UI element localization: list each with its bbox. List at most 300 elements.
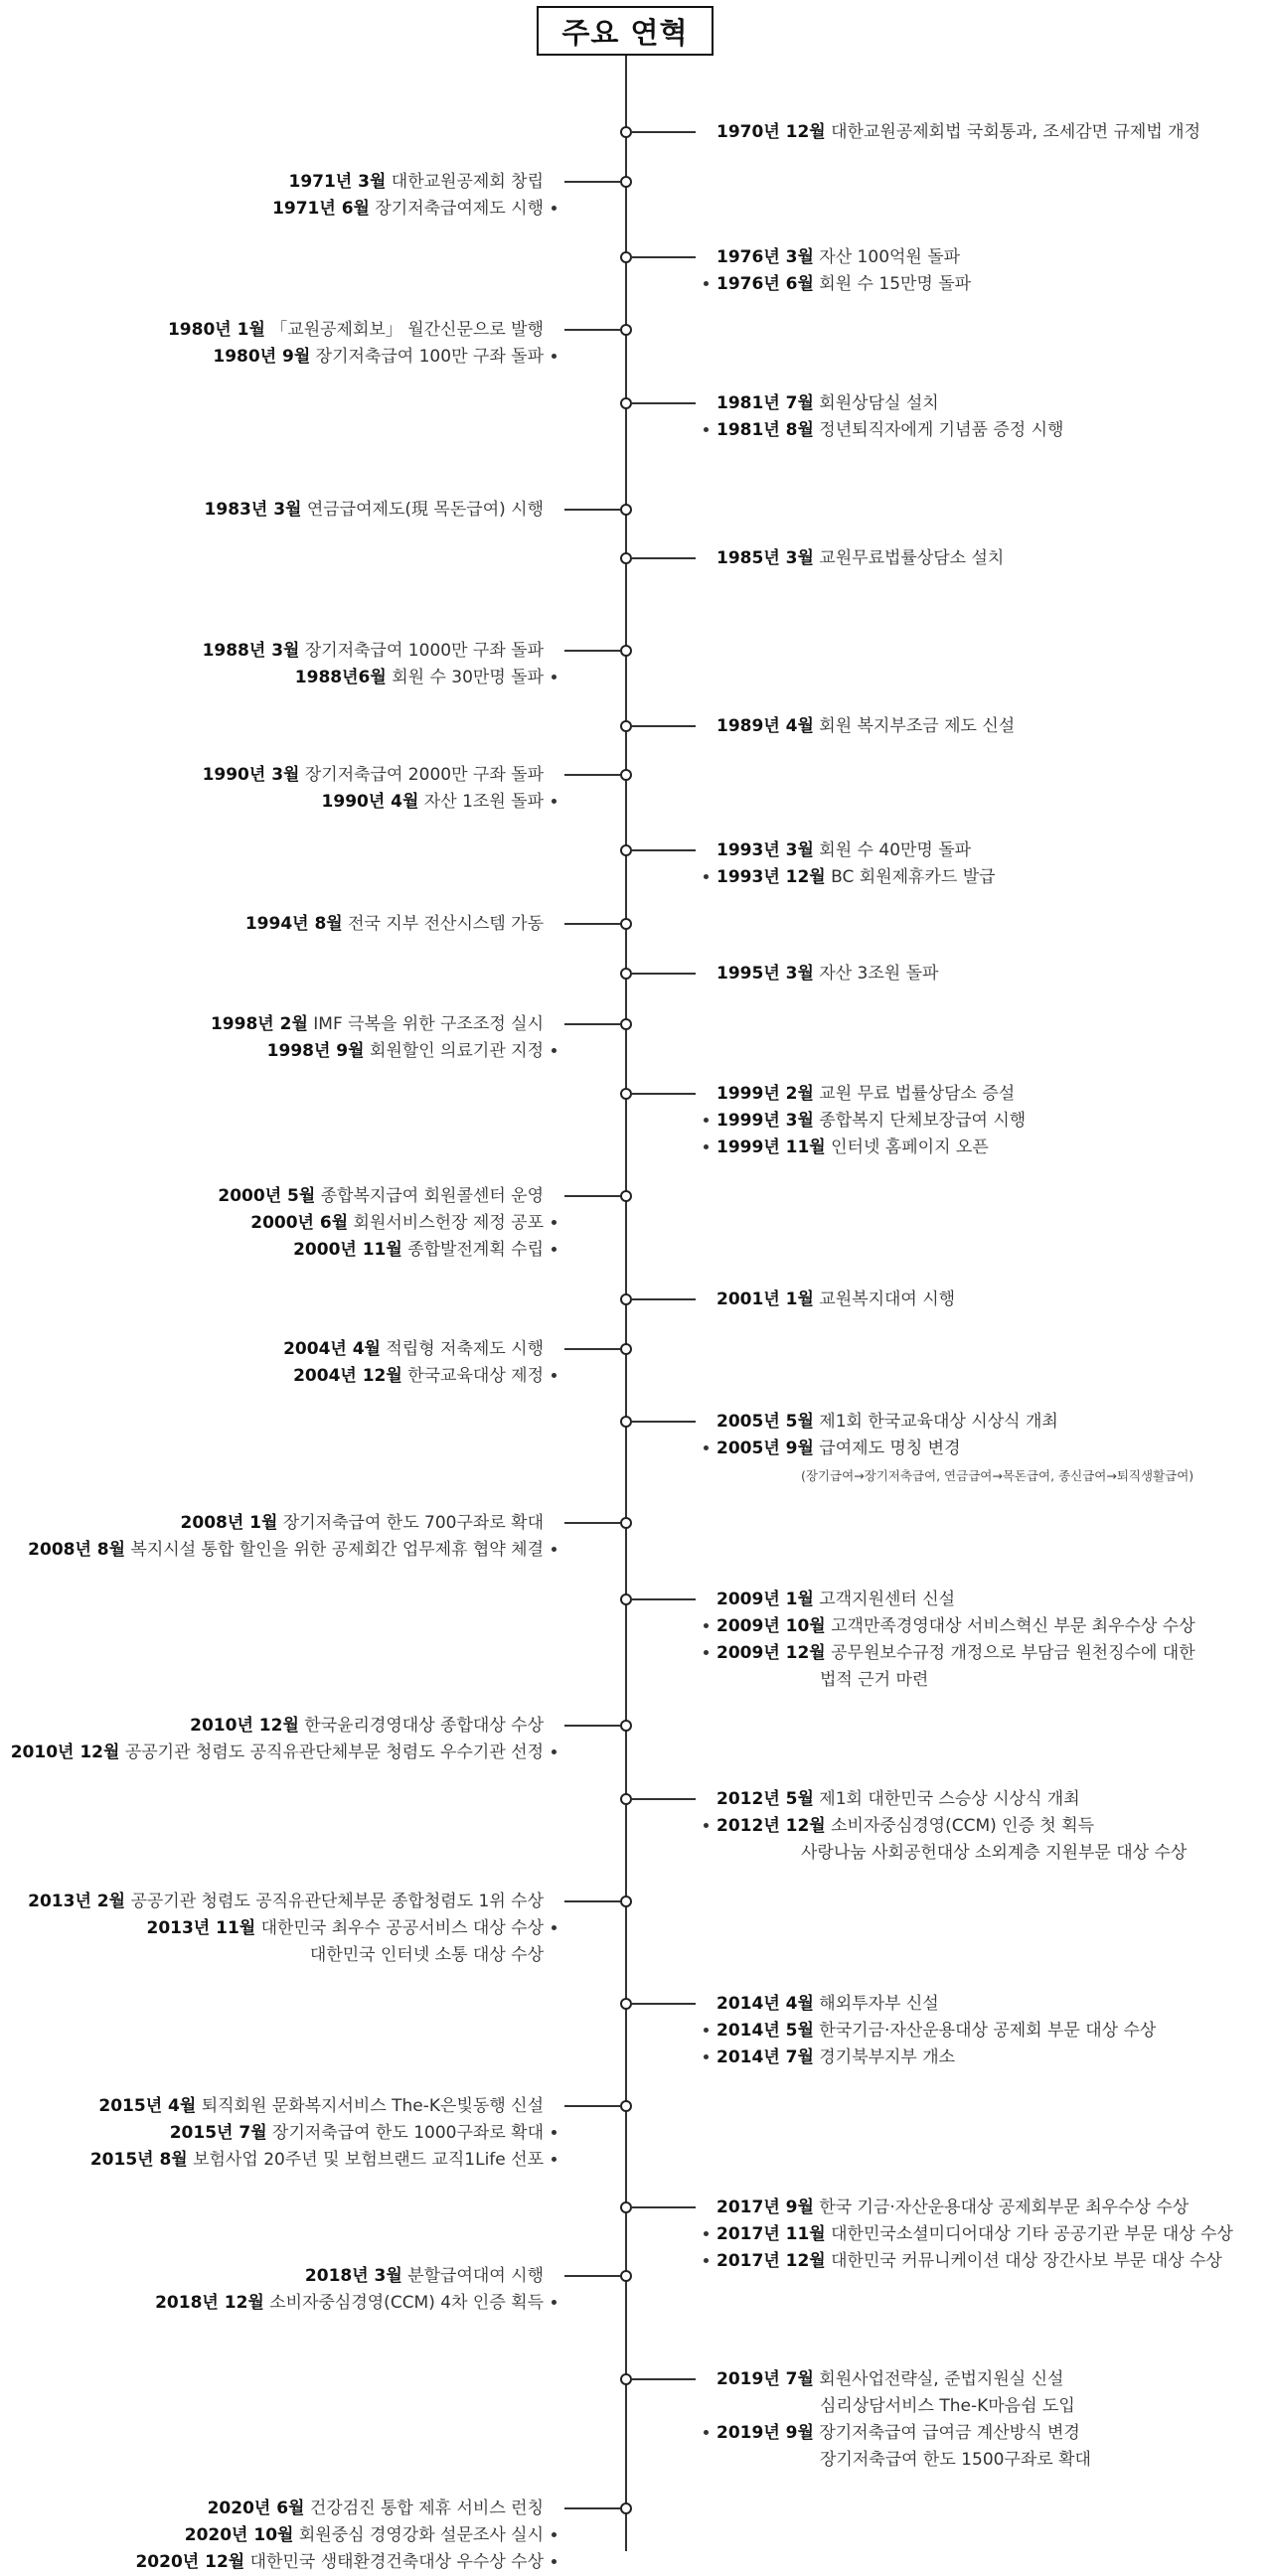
timeline-node: [620, 1018, 632, 1030]
timeline-entry: [696, 837, 1272, 891]
event-date: 1989년 4월: [716, 715, 814, 736]
timeline-connector: [632, 1798, 696, 1800]
event-date: 1995년 3월: [716, 963, 814, 984]
event-date: 2019년 7월: [716, 2368, 814, 2389]
timeline-event: [696, 1135, 1272, 1161]
timeline-node: [620, 1190, 632, 1202]
timeline-event: [0, 497, 564, 524]
timeline-entry: [0, 1336, 564, 1390]
timeline-event: [0, 1915, 564, 1942]
event-text: 자산 3조원 돌파: [813, 963, 939, 984]
timeline-event: [0, 1713, 564, 1740]
event-date: 1999년 3월: [716, 1110, 814, 1131]
timeline-connector: [632, 557, 696, 559]
timeline-entry: [696, 119, 1272, 146]
event-text: 소비자중심경영(CCM) 4차 인증 획득: [263, 2292, 544, 2313]
bullet-dot: [704, 1144, 709, 1149]
event-text: 교원 무료 법률상담소 증설: [813, 1083, 1016, 1104]
timeline-connector: [632, 973, 696, 975]
event-text: 건강검진 통합 제휴 서비스 런칭: [304, 2498, 544, 2518]
timeline-node: [620, 844, 632, 856]
timeline-event: [696, 1840, 1272, 1867]
timeline-node: [620, 504, 632, 516]
timeline-event: [696, 417, 1272, 444]
timeline-event: [696, 1813, 1272, 1840]
event-date: 2020년 6월: [207, 2498, 305, 2518]
timeline-entry: [696, 545, 1272, 572]
timeline-entry: [0, 638, 564, 691]
timeline-event: [0, 1210, 564, 1237]
timeline-event: [0, 665, 564, 691]
event-date: 1988년 3월: [202, 640, 300, 661]
event-text-continuation: 장기저축급여 한도 1500구좌로 확대: [820, 2449, 1091, 2470]
event-text: 자산 100억원 돌파: [813, 246, 961, 267]
timeline-event: [0, 2549, 564, 2576]
timeline-entry: [696, 244, 1272, 298]
timeline-node: [620, 1593, 632, 1605]
event-date: 1981년 7월: [716, 392, 814, 413]
event-date: 2004년 12월: [293, 1365, 402, 1386]
timeline-event: [696, 2393, 1272, 2420]
event-date: 1985년 3월: [716, 547, 814, 568]
bullet-dot: [704, 874, 709, 879]
timeline-entry: [0, 1011, 564, 1065]
event-text: 한국기금·자산운용대상 공제회 부문 대상 수상: [813, 2020, 1157, 2041]
timeline-entry: [696, 1287, 1272, 1313]
event-text: 한국교육대상 제정: [401, 1365, 544, 1386]
timeline-connector: [564, 1195, 620, 1197]
event-date: 2012년 5월: [716, 1788, 814, 1809]
event-text: 자산 1조원 돌파: [418, 791, 544, 812]
event-date: 2015년 7월: [169, 2122, 267, 2143]
event-text: 퇴직회원 문화복지서비스 The-K은빛동행 신설: [196, 2095, 544, 2116]
event-date: 2009년 1월: [716, 1589, 814, 1609]
timeline-event: [696, 1991, 1272, 2018]
timeline-connector: [564, 2507, 620, 2509]
timeline-node: [620, 126, 632, 138]
event-text: 보험사업 20주년 및 보험브랜드 교직1Life 선포: [187, 2149, 544, 2170]
timeline-entry: [696, 1081, 1272, 1161]
timeline-event: [0, 1237, 564, 1264]
event-text: 소비자중심경영(CCM) 인증 첫 획득: [825, 1815, 1095, 1836]
timeline-event: [696, 1587, 1272, 1613]
event-date: 2013년 11월: [146, 1917, 256, 1938]
bullet-dot: [552, 1247, 556, 1252]
timeline-event: [696, 2195, 1272, 2221]
event-text: 회원서비스헌장 제정 공포: [348, 1212, 544, 1233]
timeline-connector: [632, 725, 696, 727]
event-text: 대한교원공제회 창립: [386, 171, 544, 192]
event-date: 1993년 12월: [716, 866, 826, 887]
event-date: 1971년 6월: [272, 198, 370, 219]
timeline-entry: [0, 169, 564, 223]
bullet-dot: [552, 1048, 556, 1053]
timeline-event: [0, 196, 564, 223]
event-note: (장기급여→장기저축급여, 연금급여→목돈급여, 종신급여→퇴직생활급여): [801, 1467, 1194, 1483]
timeline-connector: [632, 2378, 696, 2380]
bullet-dot: [704, 1118, 709, 1123]
event-date: 1990년 4월: [321, 791, 419, 812]
event-date: 1983년 3월: [204, 499, 302, 520]
event-date: 2017년 11월: [716, 2223, 826, 2244]
timeline-connector: [564, 1348, 620, 1350]
timeline-event: [0, 2263, 564, 2290]
event-text: 장기저축급여 1000만 구좌 돌파: [299, 640, 544, 661]
timeline-connector: [564, 181, 620, 183]
bullet-dot: [704, 2258, 709, 2263]
timeline-node: [620, 645, 632, 657]
event-text: 회원 수 40만명 돌파: [813, 839, 972, 860]
timeline-connector: [632, 1093, 696, 1095]
timeline-node: [620, 2502, 632, 2514]
timeline-event: [696, 2045, 1272, 2071]
timeline-event: [696, 2248, 1272, 2275]
event-text: 공공기관 청렴도 공직유관단체부문 종합청렴도 1위 수상: [125, 1891, 544, 1911]
event-text-continuation: 법적 근거 마련: [820, 1669, 929, 1690]
timeline-entry: [0, 497, 564, 524]
timeline-node: [620, 251, 632, 263]
timeline-event: [0, 1038, 564, 1065]
timeline-event: [0, 1363, 564, 1390]
timeline-connector: [632, 256, 696, 258]
bullet-dot: [704, 427, 709, 432]
event-date: 2017년 12월: [716, 2250, 826, 2271]
event-text: 대한민국 커뮤니케이션 대상 장간사보 부문 대상 수상: [825, 2250, 1222, 2271]
timeline-entry: [0, 317, 564, 371]
event-date: 2014년 4월: [716, 1993, 814, 2014]
timeline-connector: [632, 131, 696, 133]
timeline-event: [696, 244, 1272, 271]
event-text: 연금급여제도(現 목돈급여) 시행: [301, 499, 544, 520]
bullet-dot: [704, 2430, 709, 2435]
event-text: 회원할인 의료기관 지정: [364, 1040, 544, 1061]
timeline-event: [696, 1436, 1272, 1462]
event-text: 한국 기금·자산운용대상 공제회부문 최우수상 수상: [813, 2197, 1190, 2217]
timeline-node: [620, 1343, 632, 1355]
timeline-event: [0, 317, 564, 344]
timeline-connector: [564, 2105, 620, 2107]
timeline-node: [620, 2100, 632, 2112]
event-date: 1994년 8월: [244, 913, 343, 934]
timeline-entry: [696, 1991, 1272, 2071]
timeline-connector: [632, 1298, 696, 1300]
event-date: 1990년 3월: [202, 764, 300, 785]
event-text: 교원무료법률상담소 설치: [813, 547, 1005, 568]
timeline-node: [620, 1088, 632, 1100]
event-date: 2000년 6월: [250, 1212, 349, 1233]
timeline-node: [620, 968, 632, 980]
event-date: 2009년 12월: [716, 1642, 826, 1663]
bullet-dot: [552, 799, 556, 804]
event-date: 1981년 8월: [716, 419, 814, 440]
timeline-connector: [632, 1598, 696, 1600]
timeline-event: [0, 911, 564, 938]
timeline-event: [696, 961, 1272, 987]
event-date: 2018년 12월: [155, 2292, 264, 2313]
event-date: 2010년 12월: [10, 1742, 120, 1762]
timeline-event: [0, 1336, 564, 1363]
event-text: 인터넷 홈페이지 오픈: [825, 1136, 989, 1157]
timeline-connector: [564, 923, 620, 925]
bullet-dot: [704, 1623, 709, 1628]
bullet-dot: [552, 2532, 556, 2537]
timeline-node: [620, 2270, 632, 2282]
timeline-node: [620, 324, 632, 336]
event-date: 1993년 3월: [716, 839, 814, 860]
bullet-dot: [704, 281, 709, 286]
timeline-node: [620, 1720, 632, 1732]
event-date: 1980년 9월: [213, 346, 311, 367]
event-text: 회원 수 15만명 돌파: [813, 273, 972, 294]
timeline-event: [0, 638, 564, 665]
event-text: 공공기관 청렴도 공직유관단체부문 청렴도 우수기관 선정: [119, 1742, 544, 1762]
timeline-node: [620, 1416, 632, 1428]
timeline-event: [696, 713, 1272, 740]
timeline-event: [696, 837, 1272, 864]
event-date: 2005년 5월: [716, 1411, 814, 1432]
timeline-node: [620, 1517, 632, 1529]
timeline-node: [620, 2201, 632, 2213]
timeline-event: [696, 1640, 1272, 1667]
event-text-continuation: 사랑나눔 사회공헌대상 소외계층 지원부문 대상 수상: [801, 1842, 1188, 1863]
bullet-dot: [552, 1925, 556, 1930]
event-text: 회원사업전략실, 준법지원실 신설: [813, 2368, 1064, 2389]
timeline-node: [620, 918, 632, 930]
event-text-continuation: 심리상담서비스 The-K마음쉼 도입: [820, 2395, 1075, 2416]
timeline-connector: [564, 1023, 620, 1025]
timeline-entry: [696, 1786, 1272, 1867]
timeline-node: [620, 397, 632, 409]
event-text: 장기저축급여 100만 구좌 돌파: [310, 346, 544, 367]
timeline-event: [0, 1537, 564, 1564]
timeline-event: [696, 864, 1272, 891]
timeline-node: [620, 1793, 632, 1805]
bullet-dot: [704, 2054, 709, 2059]
timeline-event: [0, 1510, 564, 1537]
timeline-connector: [564, 774, 620, 776]
timeline-event: [696, 2420, 1272, 2447]
bullet-dot: [552, 1749, 556, 1754]
timeline-event: [696, 1409, 1272, 1436]
timeline-connector: [632, 1421, 696, 1423]
event-date: 2005년 9월: [716, 1438, 814, 1458]
event-text: 급여제도 명칭 변경: [813, 1438, 961, 1458]
timeline-node: [620, 720, 632, 732]
timeline-node: [620, 1895, 632, 1907]
event-text: 회원 복지부조금 제도 신설: [813, 715, 1016, 736]
timeline-event: [0, 1011, 564, 1038]
timeline-entry: [696, 1409, 1272, 1489]
timeline-event: [696, 2018, 1272, 2045]
timeline-node: [620, 552, 632, 564]
timeline-event: [696, 2221, 1272, 2248]
event-date: 2015년 8월: [89, 2149, 188, 2170]
timeline-event: [0, 2496, 564, 2522]
timeline-connector: [632, 402, 696, 404]
event-text: 공무원보수규정 개정으로 부담금 원천징수에 대한: [825, 1642, 1195, 1663]
timeline-event: [696, 1462, 1272, 1489]
event-date: 2013년 2월: [28, 1891, 126, 1911]
event-date: 1976년 6월: [716, 273, 814, 294]
event-date: 1976년 3월: [716, 246, 814, 267]
bullet-dot: [552, 2157, 556, 2162]
timeline-event: [0, 1889, 564, 1915]
timeline-node: [620, 1293, 632, 1305]
event-date: 2018년 3월: [304, 2265, 402, 2286]
event-text: 경기북부지부 개소: [813, 2046, 956, 2067]
event-text: IMF 극복을 위한 구조조정 실시: [307, 1013, 544, 1034]
event-text: 장기저축급여 2000만 구좌 돌파: [299, 764, 544, 785]
event-text: 고객지원센터 신설: [813, 1589, 956, 1609]
timeline-connector: [564, 509, 620, 511]
bullet-dot: [552, 1373, 556, 1378]
event-text: 종합복지 단체보장급여 시행: [813, 1110, 1027, 1131]
event-text: 장기저축급여제도 시행: [369, 198, 544, 219]
timeline-event: [0, 2120, 564, 2147]
event-text: 종합발전계획 수립: [401, 1239, 544, 1260]
event-date: 1988년6월: [294, 667, 387, 687]
event-date: 1998년 2월: [210, 1013, 308, 1034]
timeline-connector: [564, 650, 620, 652]
event-date: 2000년 5월: [218, 1185, 316, 1206]
timeline-connector: [564, 329, 620, 331]
event-text: 회원중심 경영강화 설문조사 실시: [293, 2524, 544, 2545]
bullet-dot: [704, 1650, 709, 1655]
timeline-entry: [696, 1587, 1272, 1694]
bullet-dot: [704, 1823, 709, 1828]
event-date: 2019년 9월: [716, 2422, 814, 2443]
event-text: 대한민국 최우수 공공서비스 대상 수상: [255, 1917, 544, 1938]
timeline-node: [620, 176, 632, 188]
event-date: 1999년 11월: [716, 1136, 826, 1157]
timeline-connector: [564, 1725, 620, 1727]
event-date: 2008년 8월: [28, 1539, 126, 1560]
timeline-event: [0, 2522, 564, 2549]
event-date: 2010년 12월: [190, 1715, 299, 1736]
event-date: 2008년 1월: [180, 1512, 278, 1533]
bullet-dot: [552, 354, 556, 359]
timeline-entry: [696, 390, 1272, 444]
bullet-dot: [552, 675, 556, 680]
event-text: 대한민국 생태환경건축대상 우수상 수상: [244, 2551, 544, 2572]
bullet-dot: [552, 2300, 556, 2305]
event-date: 2012년 12월: [716, 1815, 826, 1836]
bullet-dot: [552, 2130, 556, 2135]
timeline-event: [696, 545, 1272, 572]
event-text: 해외투자부 신설: [813, 1993, 939, 2014]
bullet-dot: [704, 2231, 709, 2236]
bullet-dot: [552, 1547, 556, 1552]
event-text: 회원상담실 설치: [813, 392, 939, 413]
event-text: 제1회 한국교육대상 시상식 개최: [813, 1411, 1058, 1432]
timeline-connector: [564, 1900, 620, 1902]
event-text: 복지시설 통합 할인을 위한 공제회간 업무제휴 협약 체결: [125, 1539, 544, 1560]
event-text: 제1회 대한민국 스승상 시상식 개최: [813, 1788, 1080, 1809]
timeline-event: [696, 1108, 1272, 1135]
timeline-node: [620, 769, 632, 781]
event-text: 종합복지급여 회원콜센터 운영: [315, 1185, 544, 1206]
event-date: 2020년 10월: [184, 2524, 294, 2545]
event-date: 2004년 4월: [283, 1338, 381, 1359]
timeline-entry: [696, 713, 1272, 740]
timeline-entry: [0, 2263, 564, 2317]
event-date: 2014년 7월: [716, 2046, 814, 2067]
event-text: 적립형 저축제도 시행: [380, 1338, 544, 1359]
timeline-event: [696, 1081, 1272, 1108]
event-text: 정년퇴직자에게 기념품 증정 시행: [813, 419, 1064, 440]
bullet-dot: [552, 1220, 556, 1225]
event-text: 장기저축급여 한도 1000구좌로 확대: [266, 2122, 544, 2143]
timeline-entry: [0, 1183, 564, 1264]
timeline-entry: [696, 2366, 1272, 2474]
timeline-node: [620, 1998, 632, 2010]
timeline-event: [0, 2290, 564, 2317]
event-text: 회원 수 30만명 돌파: [386, 667, 544, 687]
event-date: 2000년 11월: [293, 1239, 402, 1260]
timeline-entry: [0, 762, 564, 816]
event-text: 교원복지대여 시행: [813, 1288, 956, 1309]
timeline-connector: [632, 849, 696, 851]
event-date: 2015년 4월: [98, 2095, 197, 2116]
bullet-dot: [552, 2559, 556, 2564]
timeline-event: [696, 1613, 1272, 1640]
bullet-dot: [552, 206, 556, 211]
event-text: 고객만족경영대상 서비스혁신 부문 최우수상 수상: [825, 1615, 1195, 1636]
bullet-dot: [704, 1445, 709, 1450]
timeline-event: [0, 789, 564, 816]
event-date: 2017년 9월: [716, 2197, 814, 2217]
event-date: 1971년 3월: [288, 171, 387, 192]
event-date: 1980년 1월: [167, 319, 265, 340]
event-date: 2001년 1월: [716, 1288, 814, 1309]
event-text: 장기저축급여 한도 700구좌로 확대: [277, 1512, 544, 1533]
timeline-event: [0, 2093, 564, 2120]
timeline-entry: [0, 911, 564, 938]
event-text: BC 회원제휴카드 발급: [825, 866, 996, 887]
timeline-connector: [632, 2206, 696, 2208]
event-text: 분할급여대여 시행: [401, 2265, 544, 2286]
timeline-connector: [564, 2275, 620, 2277]
timeline-entry: [696, 961, 1272, 987]
event-text: 장기저축급여 급여금 계산방식 변경: [813, 2422, 1080, 2443]
timeline-event: [696, 390, 1272, 417]
timeline-event: [696, 1667, 1272, 1694]
bullet-dot: [704, 2028, 709, 2033]
event-date: 2020년 12월: [135, 2551, 245, 2572]
event-text: 한국윤리경영대상 종합대상 수상: [298, 1715, 544, 1736]
event-text: 대한민국소셜미디어대상 기타 공공기관 부문 대상 수상: [825, 2223, 1233, 2244]
timeline-event: [0, 1942, 564, 1969]
event-date: 1970년 12월: [716, 121, 826, 142]
timeline-event: [696, 2447, 1272, 2474]
event-text-continuation: 대한민국 인터넷 소통 대상 수상: [309, 1944, 544, 1965]
event-date: 2009년 10월: [716, 1615, 826, 1636]
timeline-event: [696, 271, 1272, 298]
event-text: 「교원공제회보」 월간신문으로 발행: [264, 319, 544, 340]
timeline-event: [696, 1786, 1272, 1813]
timeline-entry: [0, 1510, 564, 1564]
timeline-node: [620, 2373, 632, 2385]
event-date: 1998년 9월: [266, 1040, 365, 1061]
event-text: 대한교원공제회법 국회통과, 조세감면 규제법 개정: [825, 121, 1201, 142]
event-text: 전국 지부 전산시스템 가동: [342, 913, 544, 934]
timeline-entry: [0, 1713, 564, 1766]
timeline-entry: [0, 2093, 564, 2174]
timeline-entry: [696, 2195, 1272, 2275]
timeline-event: [0, 762, 564, 789]
timeline-connector: [564, 1522, 620, 1524]
timeline-event: [0, 1183, 564, 1210]
